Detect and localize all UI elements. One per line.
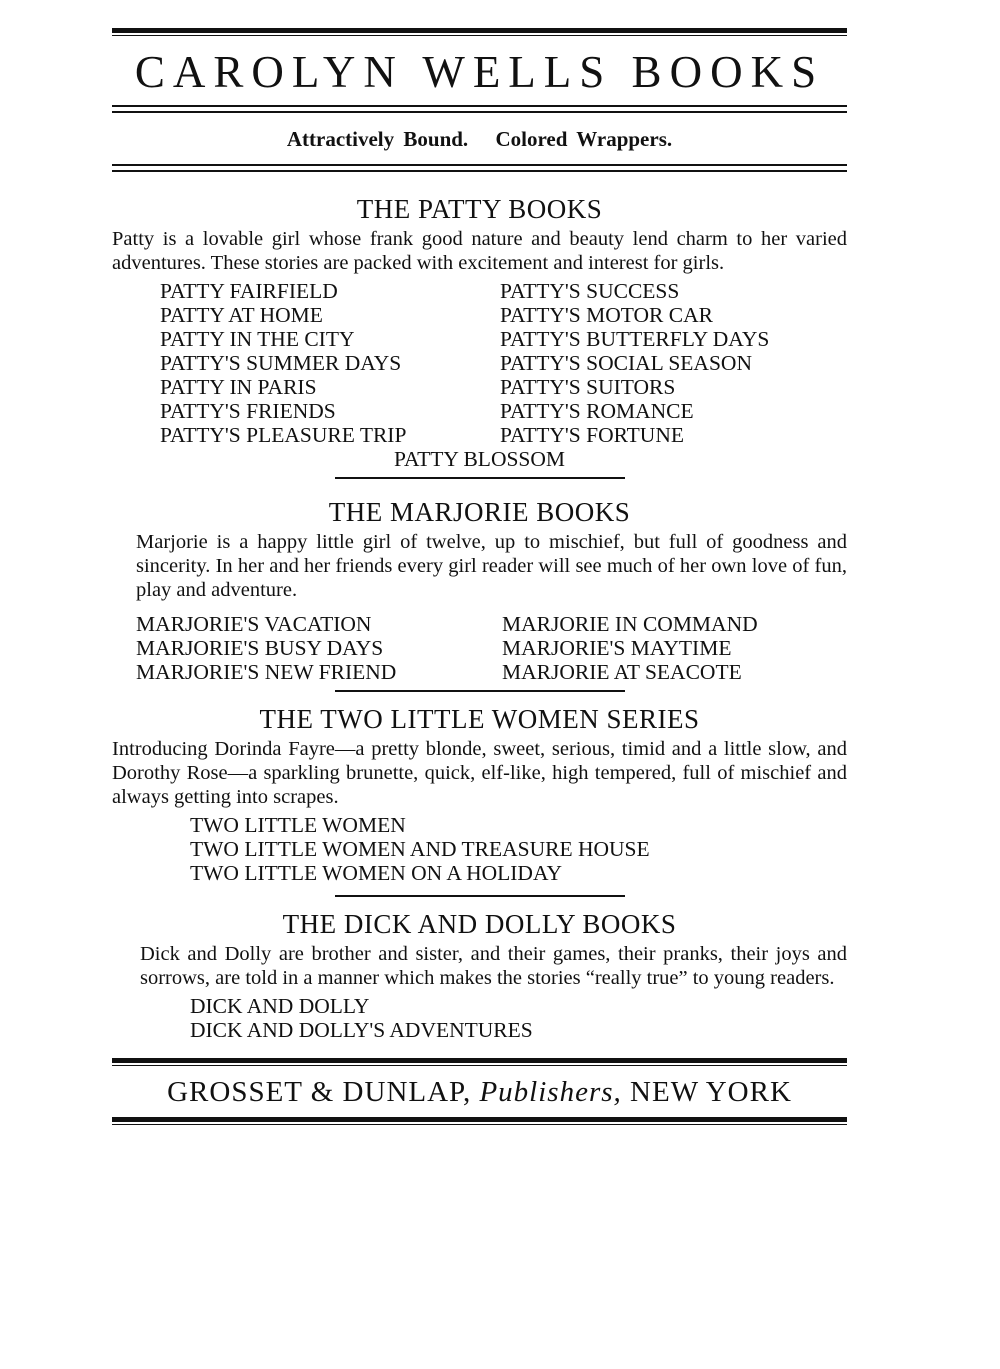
title-item: PATTY'S ROMANCE (500, 399, 694, 424)
patty-right-column (500, 279, 847, 447)
footer-top-rule (112, 1058, 847, 1066)
two-little-women-title-list (112, 813, 847, 885)
publisher-city: NEW YORK (630, 1076, 792, 1109)
publisher-name: GROSSET & DUNLAP, (167, 1076, 472, 1109)
title-item: MARJORIE AT SEACOTE (502, 660, 742, 685)
section-divider (335, 895, 625, 897)
title-item: PATTY IN PARIS (160, 375, 317, 400)
title-item: MARJORIE'S VACATION (136, 612, 372, 637)
patty-description: Patty is a lovable girl whose frank good nature and beauty lend charm to her varied adventures. These stories are packed with excitement and interest for girls. (112, 228, 847, 275)
title-item: MARJORIE'S NEW FRIEND (136, 660, 397, 685)
title-item: PATTY'S SUMMER DAYS (160, 351, 402, 376)
title-item: MARJORIE'S BUSY DAYS (136, 636, 384, 661)
marjorie-left-column (136, 612, 502, 684)
title-item: PATTY'S SUITORS (500, 375, 676, 400)
title-item: PATTY IN THE CITY (160, 327, 355, 352)
title-item: TWO LITTLE WOMEN AND TREASURE HOUSE (190, 837, 650, 862)
two-little-women-heading: THE TWO LITTLE WOMEN SERIES (259, 704, 700, 735)
footer-bottom-rule (112, 1117, 847, 1125)
marjorie-description: Marjorie is a happy little girl of twelve, up to mischief, but full of goodness and sincerity. In her and her friends every girl reader will see much of her own love of fun, play and adventure. (136, 531, 847, 602)
tagline-wrappers: Colored Wrappers. (495, 127, 673, 151)
title-item: MARJORIE'S MAYTIME (502, 636, 732, 661)
top-rule (112, 28, 847, 36)
section-divider (335, 477, 625, 479)
dick-and-dolly-description: Dick and Dolly are brother and sister, and their games, their pranks, their joys and sorrows, are told in a manner which makes the stories “really true” to young readers. (140, 943, 847, 990)
title-item: PATTY'S SUCCESS (500, 279, 680, 304)
patty-heading: THE PATTY BOOKS (356, 194, 603, 224)
title-item: PATTY'S FRIENDS (160, 399, 336, 424)
title-item: PATTY FAIRFIELD (160, 279, 338, 304)
title-item: MARJORIE IN COMMAND (502, 612, 758, 637)
patty-final-title: PATTY BLOSSOM (393, 447, 566, 472)
two-little-women-section (112, 704, 847, 885)
title-item: PATTY'S BUTTERFLY DAYS (500, 327, 770, 352)
dick-and-dolly-title-list (112, 994, 847, 1042)
two-little-women-description: Introducing Dorinda Fayre—a pretty blonde, sweet, serious, timid and a little slow, and Dorothy Rose—a sparkling brunette, quick, elf-like, high tempered, full of mischief and always getting into scrapes. (112, 738, 847, 809)
patty-section (112, 194, 847, 471)
page-title: CAROLYN WELLS BOOKS (134, 47, 825, 97)
title-item: PATTY AT HOME (160, 303, 323, 328)
publishers-label: Publishers, (479, 1076, 622, 1109)
section-divider (335, 690, 625, 692)
title-item: PATTY'S FORTUNE (500, 423, 684, 448)
dick-and-dolly-heading: THE DICK AND DOLLY BOOKS (282, 909, 677, 940)
title-item: DICK AND DOLLY (190, 994, 370, 1019)
advertisement-page (112, 28, 847, 1298)
tagline-binding: Attractively Bound. (286, 127, 469, 151)
title-item: PATTY'S PLEASURE TRIP (160, 423, 407, 448)
patty-left-column (160, 279, 500, 447)
marjorie-heading: THE MARJORIE BOOKS (328, 497, 631, 528)
title-item: TWO LITTLE WOMEN (190, 813, 406, 838)
title-item: DICK AND DOLLY'S ADVENTURES (190, 1018, 533, 1043)
marjorie-section (112, 497, 847, 684)
title-item: PATTY'S MOTOR CAR (500, 303, 713, 328)
title-item: PATTY'S SOCIAL SEASON (500, 351, 752, 376)
publisher-footer (112, 1076, 847, 1109)
masthead-rule (112, 105, 847, 113)
dick-and-dolly-section (112, 909, 847, 1042)
title-item: TWO LITTLE WOMEN ON A HOLIDAY (190, 861, 563, 886)
patty-title-list (112, 279, 847, 447)
marjorie-title-list (112, 612, 847, 684)
tagline-rule (112, 164, 847, 172)
tagline (112, 127, 847, 152)
marjorie-right-column (502, 612, 847, 684)
